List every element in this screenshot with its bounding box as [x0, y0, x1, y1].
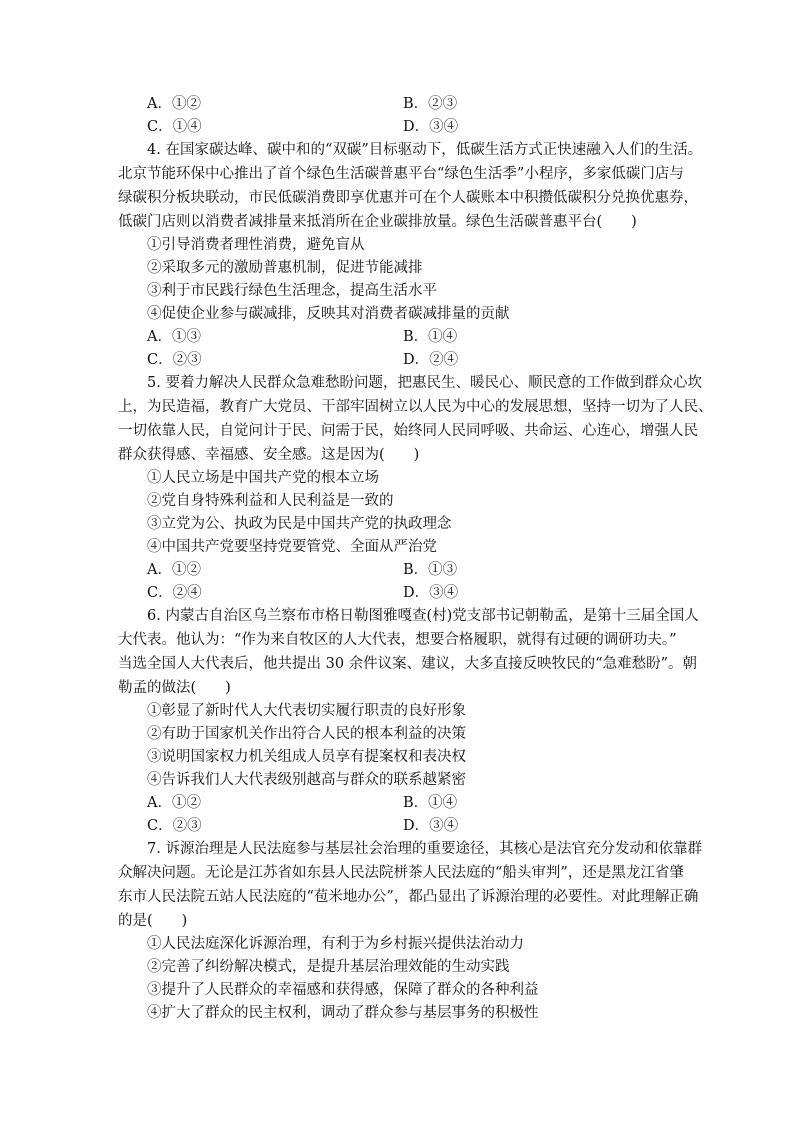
q4-option-a: A．①③	[147, 329, 201, 345]
q7-stem-line: 的是( )	[118, 913, 188, 929]
q4-item-2: ②采取多元的激励普惠机制，促进节能减排	[147, 260, 423, 276]
q7-item-1: ①人民法庭深化诉源治理，有利于为乡村振兴提供法治动力	[147, 936, 524, 952]
q5-stem-line: 一切依靠人民，自觉问计于民、问需于民，始终同人民同呼吸、共命运、心连心，增强人民	[118, 423, 698, 439]
q3-option-a: A．①②	[147, 96, 201, 112]
q5-stem-line: 群众获得感、幸福感、安全感。这是因为( )	[118, 447, 420, 463]
q5-option-b: B．①③	[403, 562, 458, 578]
q5-item-2: ②党自身特殊利益和人民利益是一致的	[147, 493, 394, 509]
q7-item-2: ②完善了纠纷解决模式，是提升基层治理效能的生动实践	[147, 959, 510, 975]
q7-item-3: ③提升了人民群众的幸福感和获得感，保障了群众的各种利益	[147, 982, 539, 998]
q6-item-1: ①彰显了新时代人大代表切实履行职责的良好形象	[147, 703, 466, 719]
q6-option-b: B．①④	[403, 795, 458, 811]
q6-stem-line: 大代表。他认为：“作为来自牧区的人大代表，想要合格履职，就得有过硬的调研功夫。”	[118, 632, 677, 648]
q3-option-c: C．①④	[147, 119, 202, 135]
q4-stem-line: 北京节能环保中心推出了首个绿色生活碳普惠平台“绿色生活季”小程序，多家低碳门店与	[118, 166, 684, 182]
q6-stem-line: 当选全国人大代表后，他共提出 30 余件议案、建议，大多直接反映牧民的“急难愁盼”。朝	[118, 656, 697, 672]
q3-option-b: B．②③	[403, 96, 458, 112]
q6-stem-line: 勒孟的做法( )	[118, 680, 231, 696]
q4-stem-line: 绿碳积分板块联动，市民低碳消费即享优惠并可在个人碳账本中积攒低碳积分兑换优惠券，	[118, 190, 698, 206]
q5-option-c: C．②④	[147, 585, 202, 601]
q5-option-a: A．①②	[147, 562, 201, 578]
q4-stem-line: 4. 在国家碳达峰、碳中和的“双碳”目标驱动下，低碳生活方式正快速融入人们的生活。	[147, 142, 703, 158]
q6-option-a: A．①②	[147, 795, 201, 811]
q6-option-d: D．③④	[403, 818, 459, 834]
q4-option-c: C．②③	[147, 352, 202, 368]
q7-item-4: ④扩大了群众的民主权利，调动了群众参与基层事务的积极性	[147, 1005, 539, 1021]
q4-option-b: B．①④	[403, 329, 458, 345]
q6-item-4: ④告诉我们人大代表级别越高与群众的联系越紧密	[147, 772, 466, 788]
q6-item-3: ③说明国家权力机关组成人员享有提案权和表决权	[147, 749, 466, 765]
q6-stem-line: 6. 内蒙古自治区乌兰察布市格日勒图雅嘎查(村)党支部书记朝勒孟，是第十三届全国人	[147, 608, 699, 624]
q4-item-4: ④促使企业参与碳减排，反映其对消费者碳减排量的贡献	[147, 306, 510, 322]
q4-item-1: ①引导消费者理性消费，避免盲从	[147, 237, 365, 253]
q5-item-1: ①人民立场是中国共产党的根本立场	[147, 470, 379, 486]
q7-stem-line: 众解决问题。无论是江苏省如东县人民法院栟茶人民法庭的“船头审判”，还是黑龙江省肇	[118, 865, 684, 881]
q6-option-c: C．②③	[147, 818, 202, 834]
q3-option-d: D．③④	[403, 119, 459, 135]
q7-stem-line: 东市人民法院五站人民法庭的“苞米地办公”，都凸显出了诉源治理的必要性。对此理解正确	[118, 889, 699, 905]
q6-item-2: ②有助于国家机关作出符合人民的根本利益的决策	[147, 726, 466, 742]
q5-item-3: ③立党为公、执政为民是中国共产党的执政理念	[147, 516, 452, 532]
q5-item-4: ④中国共产党要坚持党要管党、全面从严治党	[147, 539, 437, 555]
q4-item-3: ③利于市民践行绿色生活理念，提高生活水平	[147, 283, 437, 299]
q4-option-d: D．②④	[403, 352, 459, 368]
q5-stem-line: 上，为民造福，教育广大党员、干部牢固树立以人民为中心的发展思想，坚持一切为了人民、	[118, 399, 713, 415]
q5-option-d: D．③④	[403, 585, 459, 601]
q5-stem-line: 5. 要着力解决人民群众急难愁盼问题，把惠民生、暖民心、顺民意的工作做到群众心坎	[147, 375, 702, 391]
q4-stem-line: 低碳门店则以消费者减排量来抵消所在企业碳排放量。绿色生活碳普惠平台( )	[118, 214, 637, 230]
q7-stem-line: 7. 诉源治理是人民法庭参与基层社会治理的重要途径，其核心是法官充分发动和依靠群	[147, 841, 702, 857]
